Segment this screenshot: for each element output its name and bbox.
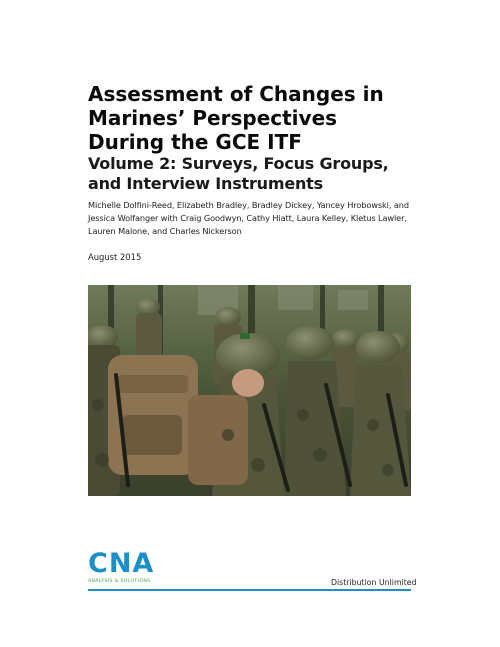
author-list: Michelle Dolfini-Reed, Elizabeth Bradley, Bradley Dickey, Yancey Hrobowski, and Jessica Wolfanger with Craig Goodwyn, Cathy Hiatt, Laura Kelley, Kletus Lawler, Lauren Malone, and Charles Nickerson xyxy=(88,200,409,236)
cna-tagline: ANALYSIS & SOLUTIONS xyxy=(88,579,151,584)
report-title: Assessment of Changes in Marines’ Perspectives During the GCE ITF xyxy=(88,82,384,154)
publication-date: August 2015 xyxy=(88,252,142,262)
marines-photo-illustration xyxy=(88,285,411,496)
footer-rule xyxy=(88,589,411,591)
cna-wordmark: CNA xyxy=(88,548,155,579)
cna-logo xyxy=(88,550,168,588)
report-subtitle: Volume 2: Surveys, Focus Groups, and Interview Instruments xyxy=(88,154,389,193)
cover-photo xyxy=(88,285,411,496)
distribution-statement: Distribution Unlimited xyxy=(331,578,417,587)
